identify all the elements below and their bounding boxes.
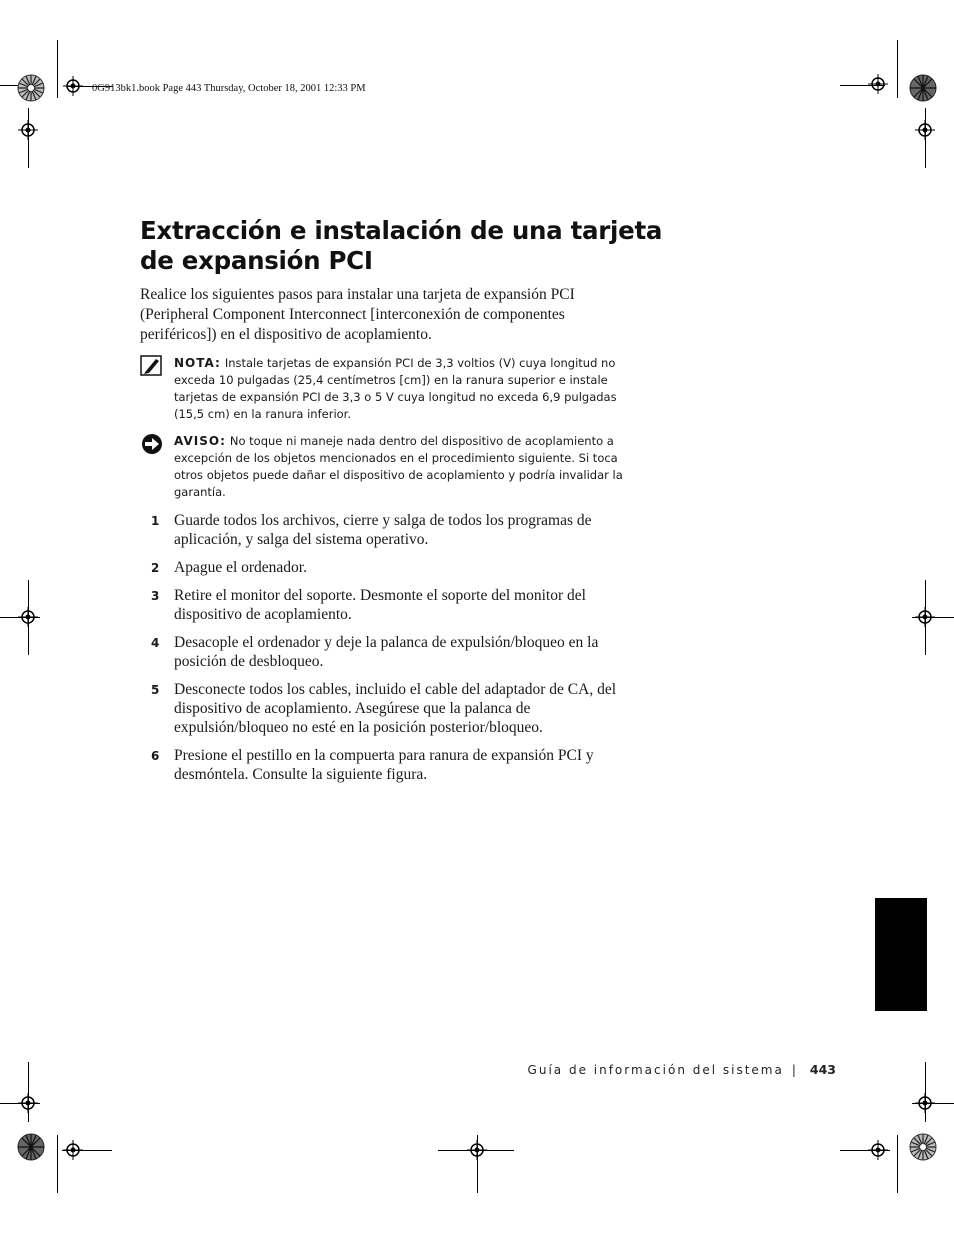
step-text: Desconecte todos los cables, incluido el cable del adaptador de CA, del dispositivo de acoplamiento. Asegúrese que la palanca de expulsión/bloqueo no esté en la posición posterior/bloqueo. <box>174 681 617 736</box>
intro-paragraph: Realice los siguientes pasos para instalar una tarjeta de expansión PCI (Peripheral Component Interconnect [interconexión de componentes periféricos]) en el dispositivo de acoplamiento. <box>140 286 575 343</box>
footer-guide-title: Guía de información del sistema <box>527 1063 784 1077</box>
list-item <box>140 680 620 737</box>
step-text: Retire el monitor del soporte. Desmonte el soporte del monitor del dispositivo de acoplamiento. <box>174 587 586 623</box>
step-number: 3 <box>151 589 160 603</box>
color-rosette-icon <box>909 1133 937 1161</box>
color-rosette-icon <box>17 74 45 102</box>
registration-mark-icon <box>18 120 38 140</box>
step-text: Guarde todos los archivos, cierre y salga de todos los programas de aplicación, y salga del sistema operativo. <box>174 512 592 548</box>
registration-mark-icon <box>63 1140 83 1160</box>
notice-text: No toque ni maneje nada dentro del dispositivo de acoplamiento a excepción de los objetos mencionados en el procedimiento siguiente. Si toca otros objetos puede dañar el dispositivo de acoplamiento y podría invalidar la garantía. <box>174 434 623 499</box>
registration-mark-icon <box>467 1140 487 1160</box>
list-item <box>140 746 620 784</box>
print-header: 0G913bk1.book Page 443 Thursday, October 18, 2001 12:33 PM <box>92 83 366 94</box>
step-number: 4 <box>151 636 160 650</box>
step-text: Presione el pestillo en la compuerta para ranura de expansión PCI y desmóntela. Consulte la siguiente figura. <box>174 747 594 783</box>
registration-mark-icon <box>915 607 935 627</box>
list-item <box>140 558 620 577</box>
page-number: 443 <box>809 1062 836 1077</box>
step-number: 6 <box>151 749 160 763</box>
step-text: Apague el ordenador. <box>174 559 307 576</box>
list-item <box>140 511 620 549</box>
registration-mark-icon <box>18 607 38 627</box>
registration-mark-icon <box>915 1093 935 1113</box>
arrow-circle-icon <box>140 433 164 455</box>
note-callout <box>140 355 630 423</box>
step-number: 2 <box>151 561 160 575</box>
procedure-steps <box>140 511 620 784</box>
registration-mark-icon <box>18 1093 38 1113</box>
note-label: NOTA: <box>174 356 221 370</box>
step-text: Desacople el ordenador y deje la palanca de expulsión/bloqueo en la posición de desbloqueo. <box>174 634 599 670</box>
section-thumb-tab <box>875 898 927 1011</box>
registration-mark-icon <box>868 1140 888 1160</box>
notice-label: AVISO: <box>174 434 226 448</box>
page-title: Extracción e instalación de una tarjeta de expansión PCI <box>140 216 663 275</box>
list-item <box>140 586 620 624</box>
registration-mark-icon <box>868 74 888 94</box>
color-rosette-icon <box>17 1133 45 1161</box>
notice-callout <box>140 433 630 501</box>
registration-mark-icon <box>63 76 83 96</box>
step-number: 1 <box>151 514 160 528</box>
color-rosette-icon <box>909 74 937 102</box>
step-number: 5 <box>151 683 160 697</box>
note-pencil-icon <box>140 355 164 377</box>
page-footer <box>528 1062 836 1077</box>
note-text: Instale tarjetas de expansión PCI de 3,3 voltios (V) cuya longitud no exceda 10 pulgadas (25,4 centímetros [cm]) en la ranura superior e instale tarjetas de expansión PCI de 3,3 o 5 V cuya longitud no exceda 6,9 pulgadas (15,5 cm) en la ranura inferior. <box>174 356 617 421</box>
registration-mark-icon <box>915 120 935 140</box>
footer-separator: | <box>791 1063 796 1077</box>
list-item <box>140 633 620 671</box>
